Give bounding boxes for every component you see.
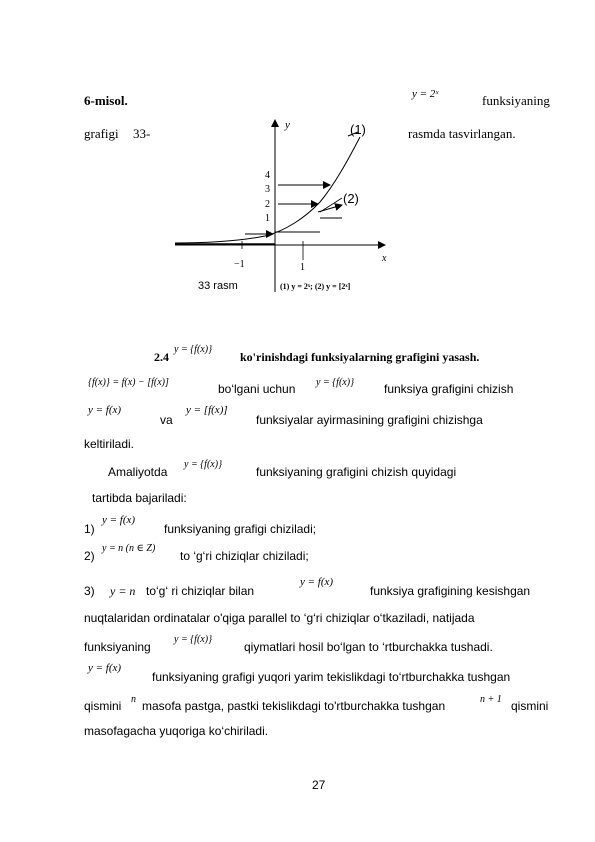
- section-formula: y = {f(x)}: [174, 344, 213, 355]
- p3-end: tartibda bajariladi:: [92, 491, 187, 505]
- p1-formula: {f(x)} = f(x) − [f(x)]: [88, 377, 169, 388]
- p1-text-b: funksiya grafigini chizish: [384, 382, 514, 396]
- figure-legend: (1) y = 2ˣ; (2) y = [2ˣ]: [280, 282, 351, 291]
- step3-line3-a: funksiyaning: [84, 640, 151, 654]
- x-tick-1: 1: [300, 262, 305, 273]
- leader-2: [320, 198, 342, 212]
- step3-line4-formula: y = f(x): [88, 662, 122, 674]
- y-axis-label: y: [285, 119, 290, 131]
- step3-line3-b: qiymatlari hosil bo‘lgan to ‘rtburchakka tushadi.: [244, 640, 493, 654]
- curve2-label: (2): [343, 191, 359, 206]
- step2-text: to ‘g‘ri chiziqlar chiziladi;: [180, 549, 309, 563]
- y-tick-1: 1: [265, 213, 270, 224]
- p2-text: funksiyalar ayirmasining grafigini chizishga: [256, 413, 483, 427]
- step3-line5-formula: n: [131, 694, 136, 705]
- step3-text-a: to‘g‘ ri chiziqlar bilan: [146, 584, 255, 598]
- p3-text: funksiyaning grafigini chizish quyidagi: [256, 465, 457, 479]
- p2-formula2: y = [f(x)]: [186, 404, 228, 416]
- x-tick-neg1: −1: [234, 259, 245, 270]
- step2-formula: y = n (n ∈ Z): [102, 543, 156, 554]
- y-tick-2: 2: [265, 199, 270, 210]
- step1-formula: y = f(x): [102, 514, 136, 526]
- step3-number: 3): [84, 584, 95, 598]
- step3-line5-b: masofa pastga, pastki tekislikdagi to'rtburchakka tushgan: [142, 699, 446, 713]
- p3-formula: y = {f(x)}: [184, 459, 223, 470]
- step2-number: 2): [84, 549, 95, 563]
- step3-line6: masofagacha yuqoriga ko‘chiriladi.: [84, 724, 269, 738]
- p3-start: Amaliyotda: [108, 465, 168, 479]
- p2-va: va: [160, 413, 173, 427]
- step3-text-b: funksiya grafigining kesishgan: [370, 584, 531, 598]
- step3-line3-formula: y = {f(x)}: [174, 634, 213, 645]
- step1-number: 1): [84, 522, 95, 536]
- step3-line4-text: funksiyaning grafigi yuqori yarim tekislikdagi to‘rtburchakka tushgan: [152, 670, 511, 684]
- page-number: 27: [312, 778, 326, 792]
- y-tick-3: 3: [265, 184, 270, 195]
- step3-line5-a: qismini: [84, 699, 122, 713]
- figure-caption: 33 rasm: [198, 280, 238, 292]
- example-line2-left: grafigi: [84, 126, 119, 141]
- p1-text-a: bo‘lgani uchun: [218, 382, 296, 396]
- step3-line5-c: qismini: [511, 699, 549, 713]
- p2-end: keltiriladi.: [84, 437, 135, 451]
- example-line2-num: 33-: [133, 126, 151, 141]
- step3-line5-formula2: n + 1: [480, 694, 502, 705]
- y-tick-4: 4: [265, 170, 270, 181]
- example-formula: y = 2ˣ: [412, 88, 439, 100]
- example-title: 6-misol.: [84, 93, 128, 108]
- figure-graph: [170, 112, 400, 297]
- example-right-word: funksiyaning: [482, 93, 550, 108]
- step3-formula2: y = f(x): [300, 576, 334, 588]
- step1-text: funksiyaning grafigi chiziladi;: [164, 522, 317, 536]
- section-number: 2.4: [154, 350, 169, 364]
- section-title: ko'rinishdagi funksiyalarning grafigini yasash.: [240, 350, 480, 364]
- example-line2-right: rasmda tasvirlangan.: [408, 126, 516, 141]
- curve1-label: (1): [350, 122, 366, 137]
- step3-line2: nuqtalaridan ordinatalar o'qiga parallel to ‘g‘ri chiziqlar o‘tkaziladi, natijada: [84, 611, 475, 625]
- graph-svg: [170, 112, 400, 297]
- p1-formula2: y = {f(x)}: [316, 377, 355, 388]
- step3-formula: y = n: [110, 584, 136, 598]
- x-axis-label: x: [382, 253, 387, 264]
- p2-formula1: y = f(x): [88, 404, 122, 416]
